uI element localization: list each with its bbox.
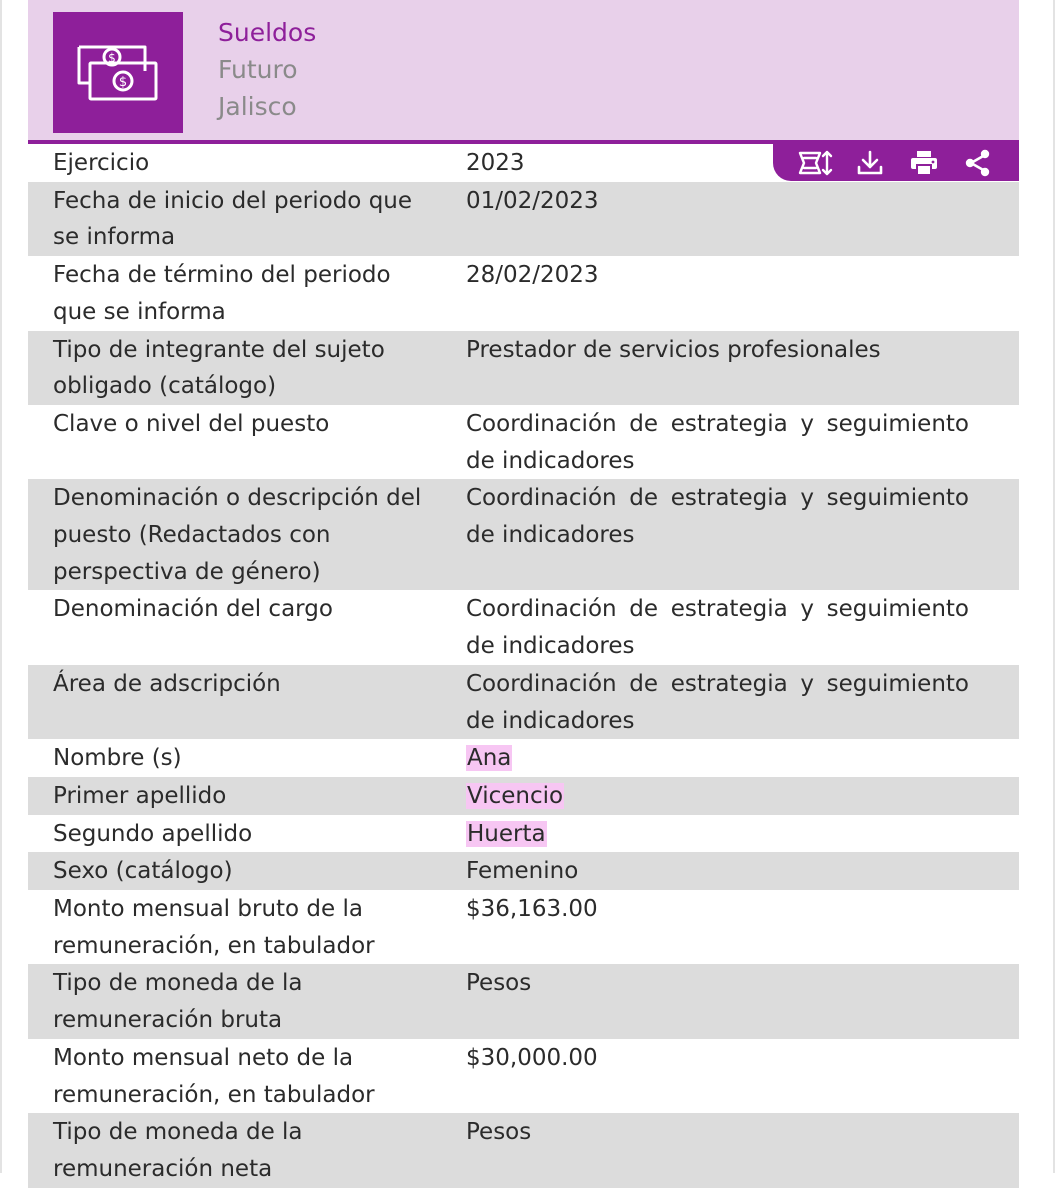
row-label: Área de adscripción [53, 670, 281, 697]
table-row [28, 665, 1019, 739]
highlighted-name: Ana [467, 745, 512, 772]
table-row [28, 815, 1019, 853]
row-label: Fecha de inicio del periodo que se informa [53, 187, 413, 251]
row-value [441, 740, 994, 777]
row-value: Coordinación de estrategia y seguimiento de indicadores [466, 410, 969, 474]
table-row [28, 405, 1019, 479]
table-row [28, 182, 1019, 256]
row-value [441, 778, 994, 815]
table-row [28, 1039, 1019, 1113]
row-label: Fecha de término del periodo que se informa [53, 262, 391, 325]
row-label: Monto mensual neto de la remuneración, en tabulador [53, 1044, 375, 1108]
row-value: Pesos [466, 1119, 532, 1146]
row-value: 01/02/2023 [466, 187, 599, 214]
row-label: Monto mensual bruto de la remuneración, en tabulador [53, 896, 375, 959]
row-label: Denominación o descripción del puesto (Redactados con perspectiva de género) [53, 485, 422, 585]
row-label: Tipo de moneda de la remuneración neta [53, 1119, 303, 1182]
highlighted-first-surname: Vicencio [467, 782, 564, 809]
highlighted-second-surname: Huerta [467, 820, 546, 847]
row-value: $36,163.00 [466, 896, 598, 923]
table-row [28, 777, 1019, 815]
row-label: Tipo de integrante del sujeto obligado (catálogo) [53, 336, 385, 400]
svg-text:$: $ [108, 50, 116, 65]
row-value: 28/02/2023 [466, 262, 599, 289]
row-label: Nombre (s) [53, 745, 182, 772]
row-label: Segundo apellido [53, 820, 253, 847]
left-border [0, 0, 2, 1173]
share-button[interactable] [951, 147, 1005, 179]
print-icon [910, 150, 938, 176]
category-logo [53, 12, 183, 133]
table-row [28, 479, 1019, 590]
row-label: Primer apellido [53, 782, 227, 809]
actions-toolbar [773, 144, 1019, 181]
table-row [28, 1113, 1019, 1187]
download-icon [856, 150, 884, 176]
table-row [28, 964, 1019, 1038]
share-icon [964, 149, 992, 177]
table-row [28, 890, 1019, 964]
print-button[interactable] [897, 147, 951, 179]
sort-columns-icon [798, 149, 834, 177]
table-row [28, 739, 1019, 777]
card-header [28, 0, 1019, 144]
table-row [28, 256, 1019, 330]
row-label: Clave o nivel del puesto [53, 410, 330, 437]
record-card [28, 0, 1019, 1182]
download-button[interactable] [843, 147, 897, 179]
detail-table [28, 144, 1019, 1188]
row-value: Coordinación de estrategia y seguimiento de indicadores [466, 670, 969, 734]
row-value: $30,000.00 [466, 1044, 598, 1071]
table-row [28, 590, 1019, 664]
svg-text:$: $ [118, 74, 128, 90]
subtitle-line-1: Futuro [218, 55, 298, 84]
row-value: 2023 [466, 150, 525, 176]
table-row [28, 331, 1019, 405]
sort-columns-button[interactable] [789, 147, 843, 179]
row-value [441, 816, 994, 853]
page-title: Sueldos [218, 18, 317, 47]
money-bills-icon [75, 41, 161, 105]
row-value: Pesos [466, 970, 532, 997]
row-value: Femenino [466, 858, 579, 885]
row-value: Prestador de servicios profesionales [466, 336, 881, 363]
row-label: Ejercicio [53, 150, 150, 176]
subtitle-line-2: Jalisco [218, 92, 297, 121]
table-row [28, 852, 1019, 890]
row-label: Denominación del cargo [53, 596, 333, 623]
row-value: Coordinación de estrategia y seguimiento de indicadores [466, 485, 969, 549]
row-label: Sexo (catálogo) [53, 858, 233, 885]
row-label: Tipo de moneda de la remuneración bruta [53, 970, 303, 1034]
row-value: Coordinación de estrategia y seguimiento de indicadores [466, 596, 969, 660]
